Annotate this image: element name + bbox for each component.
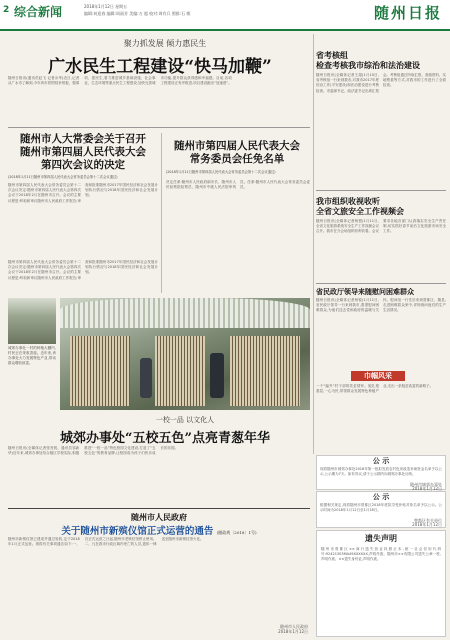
right-column-rule — [313, 34, 314, 454]
story3-headline-line1: 随州市第四届人民代表大会 — [174, 140, 300, 152]
gov-notice-headline — [8, 523, 310, 537]
divider — [8, 508, 310, 509]
notice-2-title: 公 示 — [372, 493, 390, 501]
page-number: 2 — [3, 5, 10, 15]
notice-2 — [316, 491, 446, 528]
story2-headline — [8, 133, 158, 172]
story-a-headline-line1: 省考核组 — [316, 50, 348, 60]
mushroom-greenhouse-photo — [60, 298, 310, 410]
mushroom-rack-right — [230, 336, 300, 406]
story2-headline-line1: 随州市人大常委会关于召开 — [20, 133, 146, 145]
story-b-headline — [316, 196, 446, 216]
story3-subhead: (2018年1月11日随州市第四届人民代表大会常务委员会第十二次会议通过) — [166, 170, 276, 174]
gov-notice-body: 随州市新殡仪馆已建成并通过验收,定于2018年1月正式运营。现将有关事项通告如下:一、自正式运营之日起,随州市老殡仪馆停止使用。二、凡在我市行政区域内死亡的人员,遗体一律送至随州市新殡仪馆火化。 — [8, 537, 204, 547]
story-c-body: 随州日报讯(全媒体记者杨锐)1月11日,省民政厅领导一行来到我市,看望慰问困难群众,为他们送去党和政府的温暖与关怀。慰问组一行先后来到曾都区、随县,走进困难群众家中,详细询问他们的生产生活情况。 — [316, 298, 446, 313]
notice-1-title: 公 示 — [372, 457, 390, 465]
lead-kicker: 聚力抓发展 倾力惠民生 — [123, 39, 207, 48]
story3-body: 决定任命:随州市人民政府副市长、随州市人民检察院检察员、随州市中级人民法院审判员。任命:随州市人民代表大会常务委员会委员。 — [166, 180, 310, 190]
notice-2-signature: 曾都区有关单位 2018年1月12日 — [412, 518, 442, 527]
worker-figure — [140, 358, 152, 398]
notice-1-signature: 随州市城郊办事处 2018年1月12日 — [410, 482, 442, 491]
lost-statement-body: 随州市曾都区××商行遗失营业执照正本,统一社会信用代码号:92421303MA49XXXXXX,声明作废。随州市××有限公司遗失公章一枚,声明作废。××遗失身份证,声明作废。 — [321, 547, 441, 562]
story-b-headline-line1: 我市组织收视收听 — [316, 196, 380, 206]
mushroom-rack-left — [70, 336, 130, 406]
story-b-body: 随州日报讯(全媒体记者杨银)1月11日,全省文化旅游系统安全生产工作视频会议召开。我市在分会场组织收听收看。会议要求各地各部门认真落实安全生产责任制,切实抓好春节前后文化旅游市场安全工作。 — [316, 219, 446, 234]
story2-subhead: (2018年1月11日随州市第四届人民代表大会常务委员会第十二次会议通过) — [8, 175, 118, 179]
paper-logo: 随州日报 — [373, 4, 442, 22]
story-a-headline — [316, 50, 446, 70]
story3-headline — [164, 140, 310, 166]
lead-headline: 广水民生工程建设“快马加鞭” — [48, 57, 272, 77]
column-rule — [161, 133, 162, 293]
story2-headline-line3: 第四次会议的决定 — [41, 159, 125, 171]
story-b-headline-line2: 全省文旅安全工作视频会 — [316, 206, 404, 216]
side-inset-photo — [8, 298, 56, 344]
lost-statement-title: 遗失声明 — [365, 533, 397, 543]
feature-body: 一个“编外”村干部的扶贫情怀。她扎根基层,一心为民,带领群众发展特色种植产业,走出一条脱贫致富的新路子。 — [316, 384, 434, 394]
notice-1 — [316, 455, 446, 490]
divider — [316, 190, 446, 191]
mushroom-rack-center — [155, 336, 205, 406]
story2-headline-line2: 随州市第四届人民代表大会 — [20, 146, 146, 158]
photo-caption: 城郊办事处一村的种植大棚内,村民正在采收香菇。近年来,该办事处大力发展特色产业,带动群众增收致富。 — [8, 346, 56, 365]
story2-body: 随州市第四届人民代表大会常务委员会第十二次会议决定:随州市第四届人民代表大会第四次会议于2018年2月在随州市召开。会议的主要议程是:听取和审议随州市人民政府工作报告;审查和批准随州市2017年国民经济和社会发展计划执行情况与2018年国民经济和社会发展计划。 — [8, 183, 158, 203]
bottom-kicker: 一校一品 以文化人 — [155, 416, 215, 424]
notice-2-body: 根据相关规定,现将随州市曾都区2018年度拟享受补贴对象名单予以公示。公示时间为2018年1月12日至1月18日。 — [320, 503, 442, 513]
issue-meta — [84, 3, 314, 17]
story2-body-continued: 随州市第四届人民代表大会常务委员会第十二次会议决定:随州市第四届人民代表大会第四次会议于2018年2月在随州市召开。会议的主要议程是:听取和审议随州市人民政府工作报告;审查和批准随州市2017年国民经济和社会发展计划执行情况与2018年国民经济和社会发展计划。 — [8, 260, 158, 280]
section-title: 综合新闻 — [14, 5, 63, 19]
lost-statement-box — [316, 530, 446, 637]
issue-date: 2018年1月12日 星期五 — [84, 4, 128, 9]
feature-label: 巾帼风采 — [351, 371, 405, 381]
notice-1-body: 现将随州市城郊办事处2018年第一批拟发放农村危房改造补助资金名单予以公示,公示期为7天。如有异议,请于公示期内向城郊办事处反映。 — [320, 467, 442, 477]
divider — [8, 127, 310, 128]
bottom-headline: 城郊办事处“五校五色”点亮青葱年华 — [60, 431, 270, 446]
header-rule — [0, 29, 450, 31]
greenhouse-roof — [60, 298, 310, 328]
gov-notice-issuer: 随州市人民政府 — [131, 512, 187, 522]
editors-line: 编辑:何迎春 编辑:周丽芳 美编:万 超 校对:周有兵 照排:石 敏 — [84, 11, 191, 16]
lead-body: 随州日报讯(通讯员赵飞 记者余华)近日,记者从广水市了解到,今年该市将围绕补短板、强弱项、惠民生,着力推进城乡基础设施、社会事业、生态环境等重点民生工程建设,加快完善城市功能,提升群众获得感和幸福感。目前,各项工程建设正有序推进,项目建设跑出“加速度”。 — [8, 76, 232, 86]
story-c-headline: 省民政厅领导来随慰问困难群众 — [316, 287, 414, 296]
bottom-body: 随州日报讯(全媒体记者张发锐、通讯员邹新华)近年来,城郊办事处结合辖区学校实际,积极推进“一校一品”特色校园文化建设,打造了“五校五色”的教育品牌,让校园成为孩子们快乐成长的乐园。 — [8, 446, 178, 456]
gov-notice-title: 关于随州市新殡仪馆正式运营的通告 — [61, 526, 214, 537]
gov-notice-doc-no: (随政规〔2018〕1号) — [216, 530, 257, 535]
divider — [316, 283, 446, 284]
worker-figure — [210, 353, 224, 398]
story-a-headline-line2: 检查考核我市综治和法治建设 — [316, 60, 420, 70]
story3-headline-line2: 常务委员会任免名单 — [189, 153, 285, 165]
gov-notice-signature: 随州市人民政府 2018年1月12日 — [278, 624, 308, 634]
story-a-body: 随州日报讯(全媒体记者王超)1月10日,省考核组一行来到我市,对我市2017年度综治工作(平安建设)和法治建设进行考核检查。市委副书记、政法委书记出席汇报会。考核组通过听取汇报、查阅资料、实地察看等方式,对我市的工作进行了全面检查。 — [316, 73, 446, 93]
